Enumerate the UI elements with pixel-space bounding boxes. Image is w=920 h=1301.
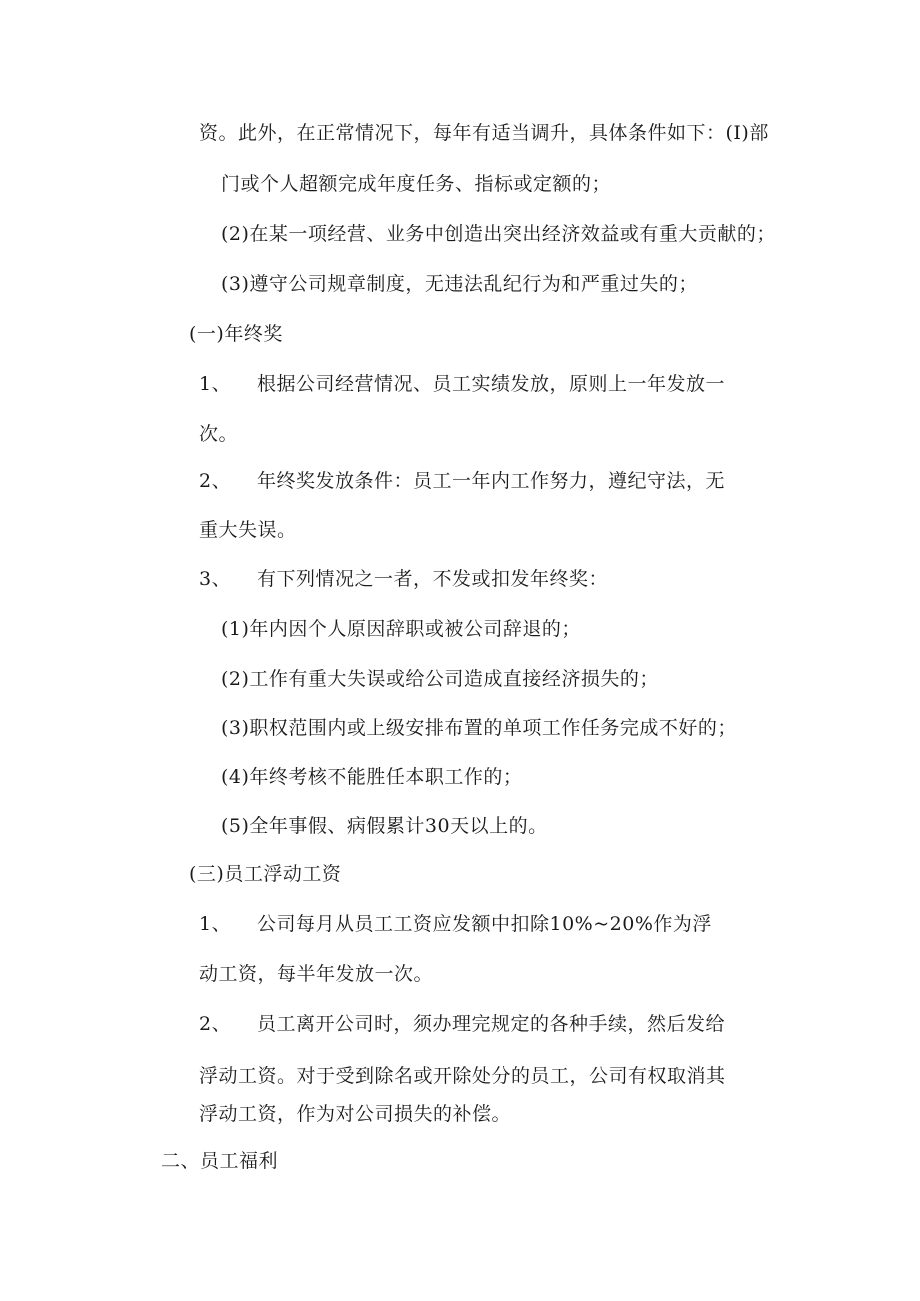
text-line-11: (1)年内因个人原因辞职或被公司辞退的； [221,618,581,640]
text-line-7: 次。 [199,423,239,445]
text-line-3: (2)在某一项经营、业务中创造出突出经济效益或有重大贡献的； [221,223,776,245]
list-number: 2、 [199,470,232,492]
list-text: 公司每月从员工工资应发额中扣除10%~20%作为浮 [257,913,712,935]
text-line-12: (2)工作有重大失误或给公司造成直接经济损失的； [221,668,659,690]
text-line-1: 资。此外，在正常情况下，每年有适当调升，具体条件如下：(I)部 [199,122,769,144]
text-line-2: 门或个人超额完成年度任务、指标或定额的； [221,173,612,195]
list-item-5 [199,1012,725,1036]
list-text: 年终奖发放条件：员工一年内工作努力，遵纪守法，无 [257,470,726,492]
list-number: 3、 [199,568,232,590]
text-line-9: 重大失误。 [199,519,297,541]
list-number: 1、 [199,913,232,935]
text-line-21: 浮动工资，作为对公司损失的补偿。 [199,1103,512,1125]
list-text: 根据公司经营情况、员工实绩发放，原则上一年发放一 [257,373,726,395]
text-line-18: 动工资，每半年发放一次。 [199,963,434,985]
section-heading-floating-wage: (三)员工浮动工资 [189,863,342,885]
list-item-2 [199,469,725,493]
text-line-4: (3)遵守公司规章制度，无违法乱纪行为和严重过失的； [221,273,698,295]
list-item-4 [199,912,712,936]
text-line-14: (4)年终考核不能胜任本职工作的； [221,766,523,788]
text-line-20: 浮动工资。对于受到除名或开除处分的员工，公司有权取消其 [199,1065,726,1087]
list-text: 有下列情况之一者，不发或扣发年终奖： [257,568,609,590]
list-number: 1、 [199,373,232,395]
section-heading-year-end-bonus: (一)年终奖 [189,323,283,345]
text-line-15: (5)全年事假、病假累计30天以上的。 [221,815,548,837]
section-heading-employee-welfare: 二、员工福利 [161,1150,279,1172]
list-number: 2、 [199,1013,232,1035]
list-item-1 [199,372,725,396]
list-item-3 [199,567,608,591]
list-text: 员工离开公司时，须办理完规定的各种手续，然后发给 [257,1013,726,1035]
text-line-13: (3)职权范围内或上级安排布置的单项工作任务完成不好的； [221,717,737,739]
